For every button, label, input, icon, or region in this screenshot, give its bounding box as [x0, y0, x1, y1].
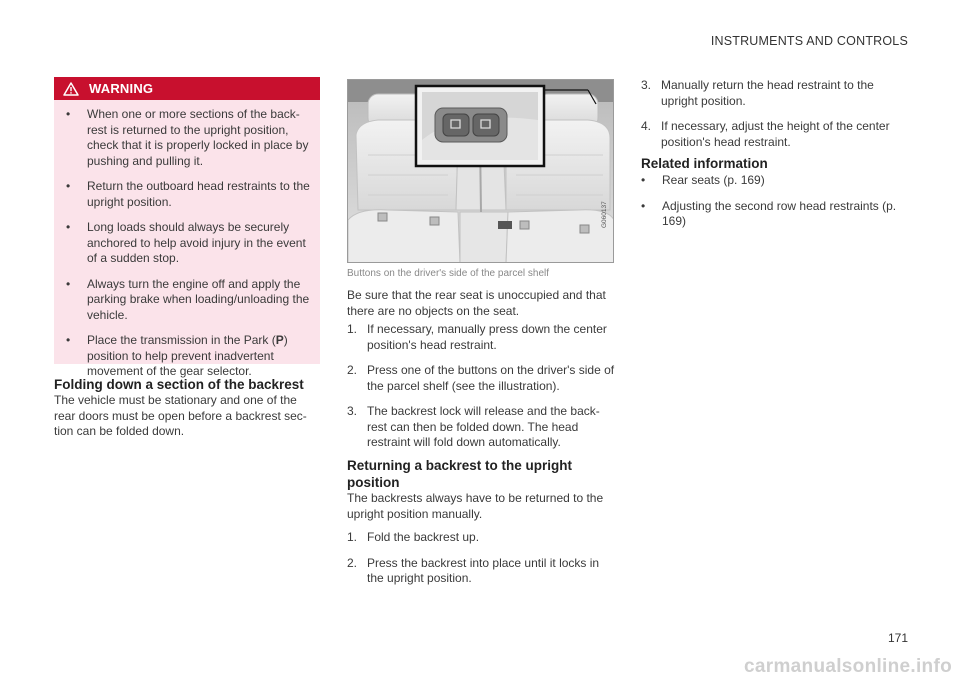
step-item: 2. Press the backrest into place until it locks in the upright position. — [347, 555, 600, 585]
bullet: • — [66, 333, 71, 347]
fold-section-heading: Folding down a section of the backrest — [54, 377, 304, 392]
bullet: • — [641, 198, 646, 213]
seat-illustration — [348, 80, 614, 263]
parcel-shelf-illustration — [347, 79, 614, 263]
step-item: 1. If necessary, manually press down the center position's head restraint. — [347, 322, 607, 352]
bullet: • — [66, 179, 71, 193]
warning-item: • Return the outboard head restraints to the upright position. — [66, 179, 310, 209]
warning-item: • Always turn the engine off and apply the parking brake when loading/unloading the vehicle. — [66, 276, 310, 322]
return-section-text: The backrests always have to be returned to the upright position manually. — [347, 491, 604, 521]
step-item: 4. If necessary, adjust the height of the center position's head restraint. — [641, 119, 890, 149]
warning-title: WARNING — [89, 81, 154, 96]
return-steps — [347, 530, 615, 597]
intro-text: Be sure that the rear seat is unoccupied and that there are no objects on the seat. — [347, 288, 606, 318]
bullet: • — [66, 276, 71, 291]
watermark: carmanualsonline.info — [744, 656, 952, 677]
park-letter: P — [275, 333, 284, 347]
figure-code: G060137 — [601, 201, 608, 228]
warning-list — [54, 100, 320, 380]
return-section-heading: Returning a backrest to the upright position — [347, 458, 573, 490]
related-link[interactable]: • Adjusting the second row head restraints (p. 169) — [641, 198, 897, 228]
page-number: 171 — [887, 631, 908, 645]
warning-header — [54, 77, 320, 100]
warning-triangle-icon — [63, 82, 79, 96]
related-link[interactable]: • Rear seats (p. 169) — [641, 173, 765, 187]
warning-box — [54, 77, 320, 378]
step-item: 2. Press one of the buttons on the driver's side of the parcel shelf (see the illustration). — [347, 363, 615, 393]
fold-section-text: The vehicle must be stationary and one of the rear doors must be open before a backrest sec-tion can be folded down. — [54, 393, 307, 438]
step-item: 1. Fold the backrest up. — [347, 530, 480, 544]
bullet: • — [66, 107, 71, 121]
continued-steps — [641, 78, 909, 160]
step-item: 3. The backrest lock will release and the back-rest can then be folded down. The head restraint will fold down automatically. — [347, 404, 600, 449]
figure-caption: Buttons on the driver's side of the parcel shelf — [347, 268, 550, 279]
warning-item: • Place the transmission in the Park (P) position to help prevent inadvertent movement of the gear selector. — [66, 333, 288, 378]
related-heading: Related information — [641, 156, 768, 171]
related-list — [641, 173, 903, 240]
bullet: • — [66, 220, 71, 234]
step-item: 3. Manually return the head restraint to the upright position. — [641, 78, 874, 108]
bullet: • — [641, 173, 646, 187]
warning-item: • When one or more sections of the back-rest is returned to the upright position, check that it is properly locked in place by pushing and pulling it. — [66, 107, 309, 168]
warning-item: • Long loads should always be securely anchored to help avoid injury in the event of a sudden stop. — [66, 220, 306, 265]
running-header: INSTRUMENTS AND CONTROLS — [710, 34, 908, 48]
fold-steps — [347, 322, 615, 461]
